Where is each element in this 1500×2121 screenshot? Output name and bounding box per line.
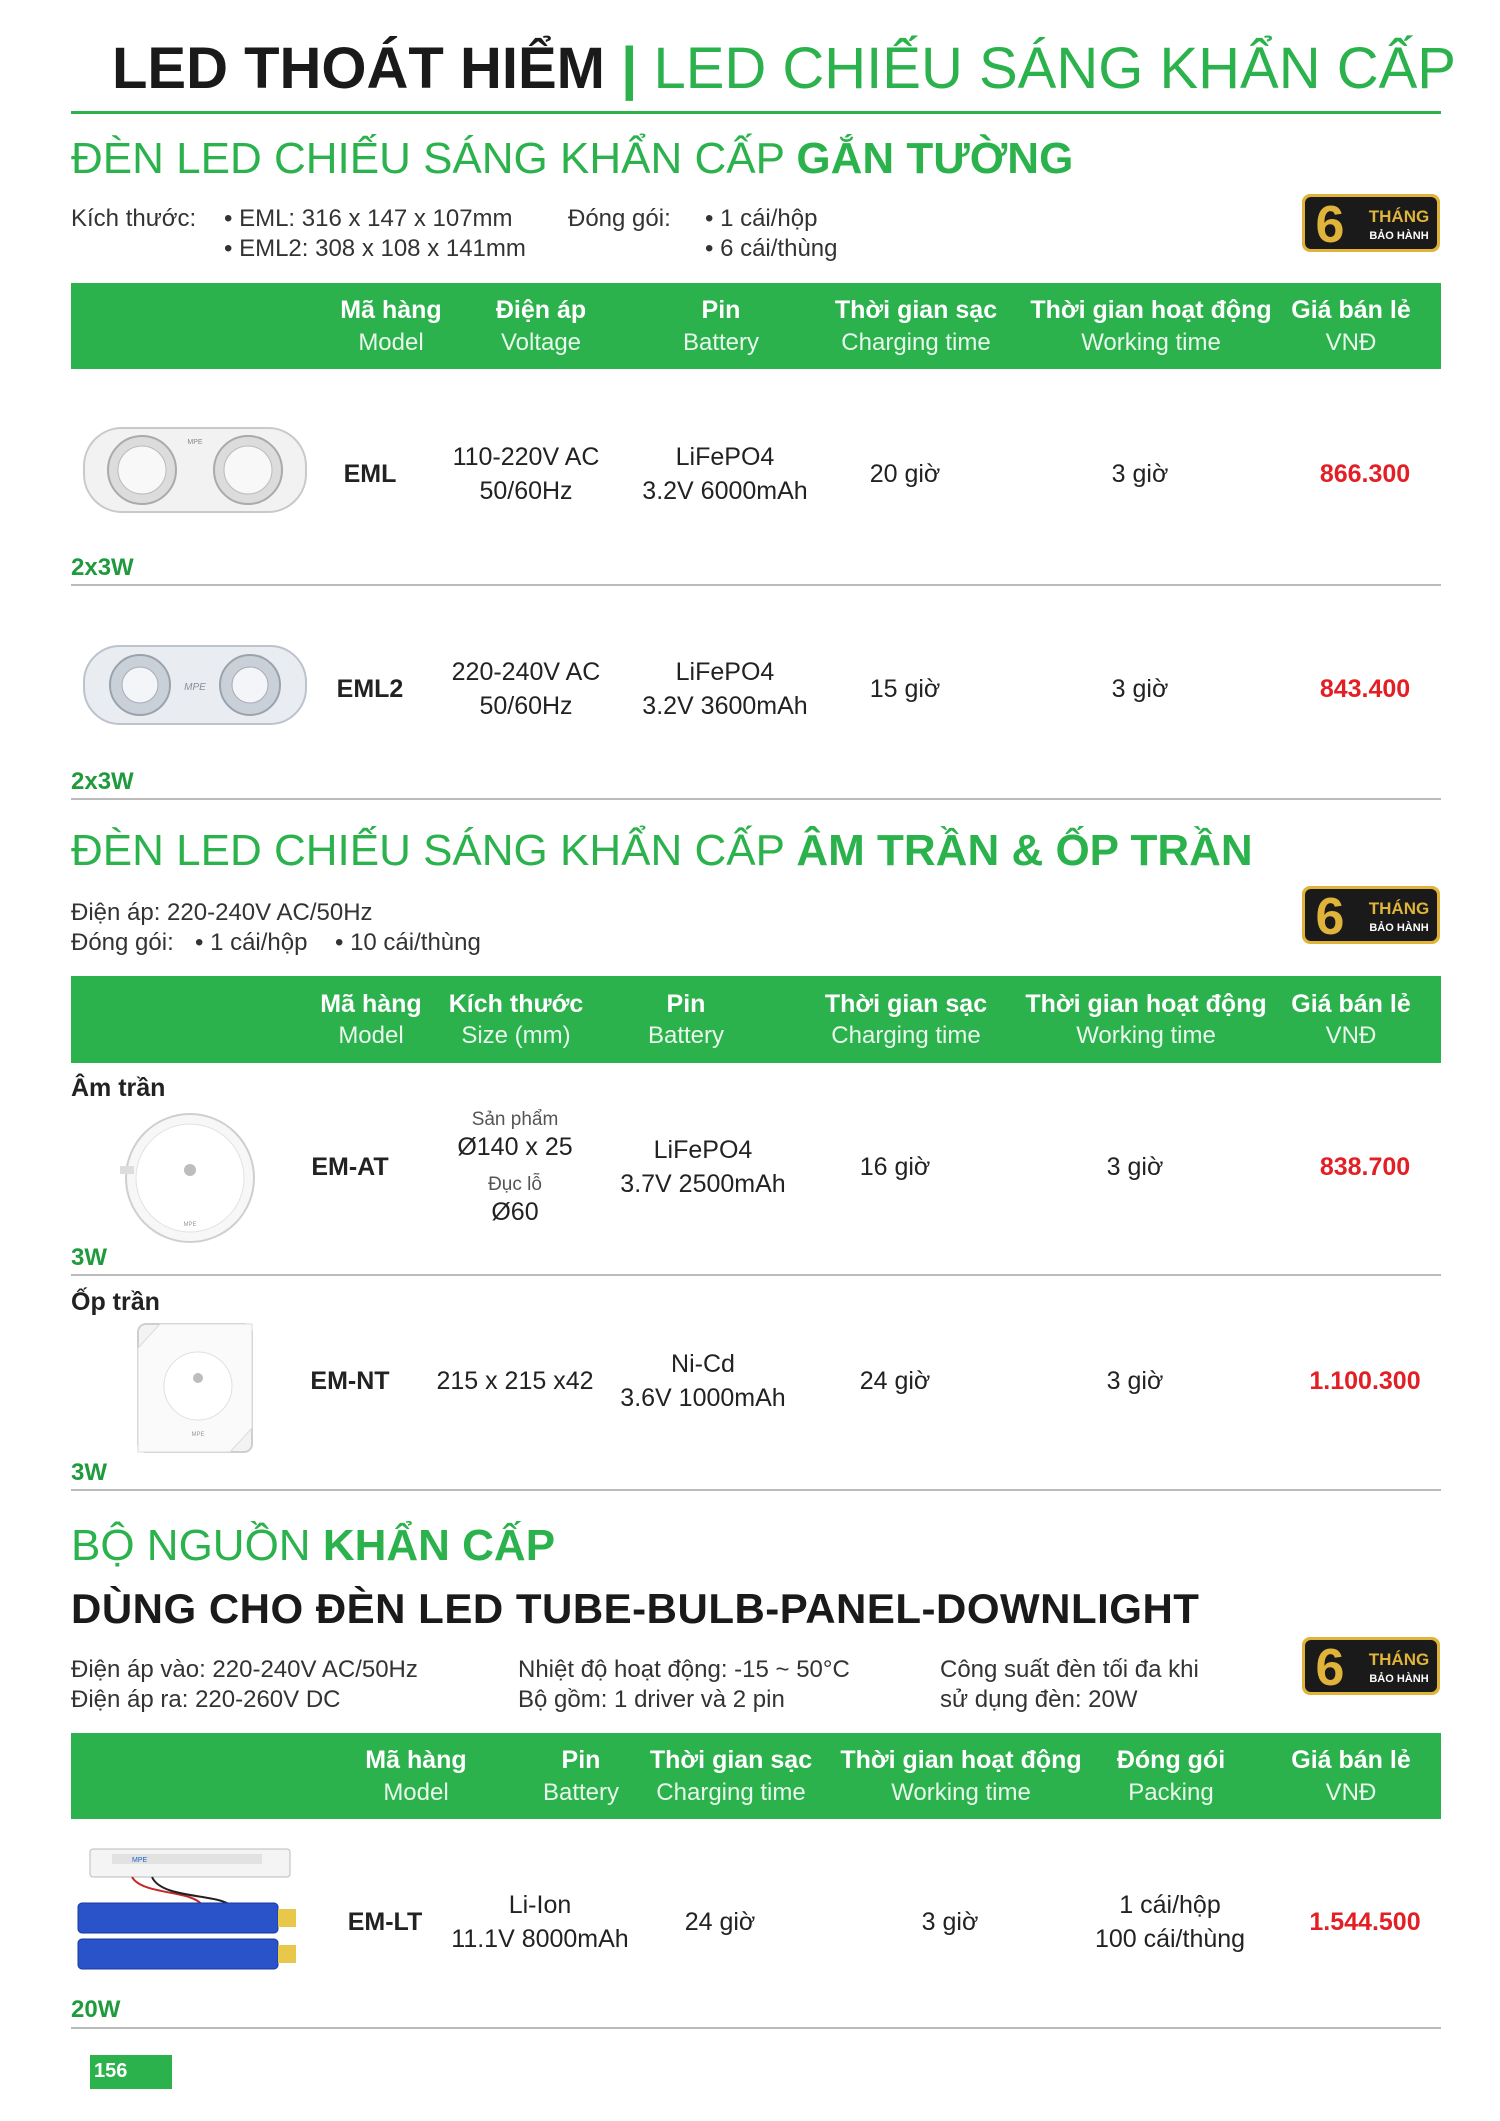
- row-eml2-watt: 2x3W: [71, 768, 134, 795]
- section2-table-header: [71, 976, 1441, 1063]
- row-eml-voltage: 110-220V AC 50/60Hz: [452, 443, 600, 505]
- section3-spec-2b: Bộ gồm: 1 driver và 2 pin: [518, 1686, 785, 1713]
- header-price: Giá bán lẻ VNĐ: [1291, 1746, 1411, 1806]
- product-image-eml2: [80, 640, 310, 735]
- product-image-emlt: [72, 1845, 322, 1980]
- svg-text:MPE: MPE: [187, 439, 203, 446]
- section2-voltage: Điện áp: 220-240V AC/50Hz: [71, 899, 373, 926]
- section3-spec-1a: Điện áp vào: 220-240V AC/50Hz: [71, 1656, 418, 1683]
- svg-text:THÁNG: THÁNG: [1368, 899, 1430, 918]
- row-eml-price: 866.300: [1319, 460, 1411, 489]
- row-emat-model: EM-AT: [311, 1153, 389, 1182]
- svg-text:6: 6: [1315, 888, 1345, 944]
- header-working: Thời gian hoạt động Working time: [840, 1746, 1082, 1806]
- header-battery: Pin Battery: [647, 989, 725, 1050]
- row-eml2-model: EML2: [336, 675, 404, 704]
- row-emlt-watt: 20W: [71, 1996, 121, 2023]
- section3-spec-3b: sử dụng đèn: 20W: [940, 1686, 1138, 1713]
- row-emlt-charging: 24 giờ: [684, 1908, 756, 1937]
- svg-text:MPE: MPE: [183, 1222, 197, 1228]
- row-emat-price: 838.700: [1319, 1153, 1411, 1182]
- section3-spec-3a: Công suất đèn tối đa khi: [940, 1656, 1199, 1683]
- section1-table-header: [71, 283, 1441, 369]
- section2-pack-item-1: • 1 cái/hộp: [195, 929, 308, 956]
- page-title: [112, 34, 1456, 104]
- row-divider: [71, 798, 1441, 800]
- row-emlt-battery: Li-Ion 11.1V 8000mAh: [451, 1891, 629, 1953]
- row-eml-battery: LiFePO4 3.2V 6000mAh: [642, 443, 808, 505]
- row-emlt-price: 1.544.500: [1309, 1908, 1421, 1937]
- header-battery: Pin Battery: [682, 296, 760, 356]
- section2-title-light: ĐÈN LED CHIẾU SÁNG KHẨN CẤP: [71, 826, 785, 875]
- row-eml-charging: 20 giờ: [869, 460, 941, 489]
- svg-text:MPE: MPE: [132, 1857, 148, 1864]
- header-model: Mã hàng Model: [320, 989, 422, 1050]
- section1-pack-line-1: • 1 cái/hộp: [705, 205, 818, 232]
- section3-spec-2a: Nhiệt độ hoạt động: -15 ~ 50°C: [518, 1656, 850, 1683]
- row-eml-working: 3 giờ: [1111, 460, 1169, 489]
- section1-title-bold: GẮN TƯỜNG: [796, 134, 1074, 183]
- section3-table-header: [71, 1733, 1441, 1819]
- row-emnt-charging: 24 giờ: [859, 1367, 931, 1396]
- svg-text:BẢO HÀNH: BẢO HÀNH: [1369, 922, 1429, 934]
- badge-number: 6: [1315, 196, 1345, 252]
- section1-size-line-1: • EML: 316 x 147 x 107mm: [224, 205, 513, 232]
- row-eml2-battery: LiFePO4 3.2V 3600mAh: [642, 658, 808, 720]
- header-battery: Pin Battery: [542, 1746, 620, 1806]
- header-working: Thời gian hoạt động Working time: [1025, 989, 1267, 1050]
- row-emat-battery: LiFePO4 3.7V 2500mAh: [620, 1136, 786, 1198]
- svg-text:6: 6: [1315, 1639, 1345, 1695]
- section1-pack-line-2: • 6 cái/thùng: [705, 235, 838, 262]
- section2-title: [71, 826, 1253, 876]
- row-eml-watt: 2x3W: [71, 554, 134, 581]
- row-divider: [71, 2027, 1441, 2029]
- row-eml2-working: 3 giờ: [1111, 675, 1169, 704]
- row-emlt-working: 3 giờ: [921, 1908, 979, 1937]
- header-charging: Thời gian sạc Charging time: [824, 989, 988, 1050]
- page-title-light: LED CHIẾU SÁNG KHẨN CẤP: [653, 36, 1456, 101]
- row-emnt-battery: Ni-Cd 3.6V 1000mAh: [620, 1350, 786, 1412]
- row-emnt-size: 215 x 215 x42: [436, 1367, 594, 1396]
- row-emat-size: Sản phẩm Ø140 x 25 Đục lỗ Ø60: [457, 1109, 573, 1226]
- row-eml2-voltage: 220-240V AC 50/60Hz: [451, 658, 601, 720]
- row-emlt-model: EM-LT: [347, 1908, 423, 1937]
- header-price: Giá bán lẻ VNĐ: [1291, 989, 1411, 1050]
- section2-pack-item-2: • 10 cái/thùng: [335, 929, 481, 956]
- section1-pack-label: Đóng gói:: [568, 205, 671, 232]
- page-title-separator: |: [621, 36, 638, 101]
- row-emnt-model: EM-NT: [310, 1367, 390, 1396]
- section3-title: [71, 1521, 555, 1571]
- header-price: Giá bán lẻ VNĐ: [1291, 296, 1411, 356]
- row-divider: [71, 1489, 1441, 1491]
- row-eml2-charging: 15 giờ: [869, 675, 941, 704]
- badge-line2: BẢO HÀNH: [1369, 230, 1429, 242]
- header-model: Mã hàng Model: [365, 1746, 467, 1806]
- product-image-eml: [80, 420, 310, 525]
- row-divider: [71, 584, 1441, 586]
- row-emnt-category: Ốp trần: [71, 1288, 160, 1316]
- section3-subtitle: DÙNG CHO ĐÈN LED TUBE-BULB-PANEL-DOWNLIGHT: [71, 1585, 1200, 1632]
- page-number: 156: [94, 2060, 128, 2082]
- header-voltage: Điện áp Voltage: [495, 296, 587, 356]
- row-emat-category: Âm trần: [71, 1074, 166, 1102]
- header-size: Kích thước Size (mm): [448, 989, 584, 1050]
- section1-title: [71, 134, 1073, 184]
- header-charging: Thời gian sạc Charging time: [834, 296, 998, 356]
- header-packing: Đóng gói Packing: [1116, 1746, 1226, 1806]
- page-title-bold: LED THOÁT HIỂM: [112, 36, 605, 101]
- row-emlt-packing: 1 cái/hộp 100 cái/thùng: [1094, 1891, 1246, 1953]
- warranty-badge: [1302, 1637, 1440, 1695]
- header-model: Mã hàng Model: [340, 296, 442, 356]
- section1-title-light: ĐÈN LED CHIẾU SÁNG KHẨN CẤP: [71, 134, 785, 183]
- svg-text:MPE: MPE: [184, 682, 206, 693]
- row-divider: [71, 1274, 1441, 1276]
- row-emnt-working: 3 giờ: [1106, 1367, 1164, 1396]
- section1-size-label: Kích thước:: [71, 205, 197, 232]
- product-image-emat: [110, 1108, 270, 1253]
- svg-text:MPE: MPE: [191, 1432, 205, 1438]
- row-eml-model: EML: [343, 460, 397, 489]
- row-emat-watt: 3W: [71, 1244, 107, 1271]
- row-eml2-price: 843.400: [1319, 675, 1411, 704]
- section3-title-light: BỘ NGUỒN: [71, 1521, 311, 1570]
- row-emat-working: 3 giờ: [1106, 1153, 1164, 1182]
- header-charging: Thời gian sạc Charging time: [649, 1746, 813, 1806]
- badge-line1: THÁNG: [1368, 207, 1430, 226]
- svg-text:THÁNG: THÁNG: [1368, 1650, 1430, 1669]
- row-emnt-watt: 3W: [71, 1459, 107, 1486]
- section2-title-bold: ÂM TRẦN & ỐP TRẦN: [796, 826, 1253, 875]
- section1-size-line-2: • EML2: 308 x 108 x 141mm: [224, 235, 526, 262]
- warranty-badge: [1302, 194, 1440, 252]
- svg-text:BẢO HÀNH: BẢO HÀNH: [1369, 1673, 1429, 1685]
- product-image-emnt: [130, 1318, 260, 1463]
- section3-title-bold: KHẨN CẤP: [322, 1521, 556, 1570]
- section3-spec-1b: Điện áp ra: 220-260V DC: [71, 1686, 341, 1713]
- warranty-badge: [1302, 886, 1440, 944]
- row-emnt-price: 1.100.300: [1309, 1367, 1421, 1396]
- header-working: Thời gian hoạt động Working time: [1030, 296, 1272, 356]
- title-underline: [71, 111, 1441, 114]
- row-emat-charging: 16 giờ: [859, 1153, 931, 1182]
- section2-pack-label: Đóng gói:: [71, 929, 174, 956]
